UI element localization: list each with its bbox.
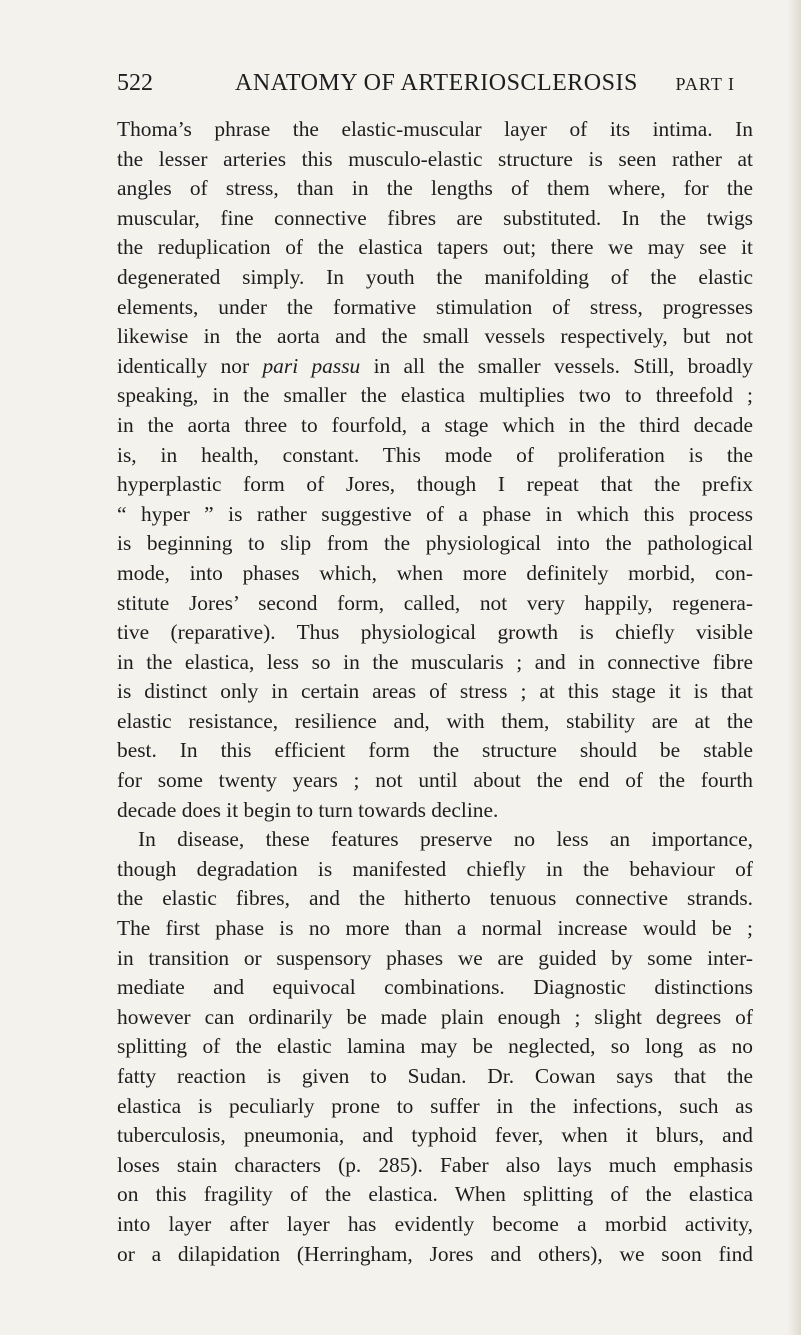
text-line: is distinct only in certain areas of stress ; at this stage it is that xyxy=(117,679,753,704)
text-line: in the elastica, less so in the muscularis ; and in connective fibre xyxy=(117,649,753,674)
text-line: the elastic fibres, and the hitherto tenuous connective strands. xyxy=(117,886,753,911)
text-line: The first phase is no more than a normal increase would be ; xyxy=(117,916,753,941)
text-line: elastica is peculiarly prone to suffer in the infections, such as xyxy=(117,1093,753,1118)
italic-phrase: pari passu xyxy=(262,353,361,378)
text-line: in the aorta three to fourfold, a stage which in the third decade xyxy=(117,412,753,437)
text-line: however can ordinarily be made plain enough ; slight degrees of xyxy=(117,1004,753,1029)
text-line: the lesser arteries this musculo-elastic structure is seen rather at xyxy=(117,146,753,171)
text-line: degenerated simply. In youth the manifolding of the elastic xyxy=(117,264,753,289)
text-line: In disease, these features preserve no less an importance, xyxy=(138,827,753,852)
text-line: angles of stress, than in the lengths of them where, for the xyxy=(117,176,753,201)
text-line: best. In this efficient form the structure should be stable xyxy=(117,738,753,763)
text-line: likewise in the aorta and the small vessels respectively, but not xyxy=(117,324,753,349)
text-line: splitting of the elastic lamina may be neglected, so long as no xyxy=(117,1034,753,1059)
text-line: the reduplication of the elastica tapers out; there we may see it xyxy=(117,235,753,260)
text-segment: in all the smaller vessels. Still, broadly xyxy=(373,353,753,378)
text-line: is, in health, constant. This mode of proliferation is the xyxy=(117,442,753,467)
text-line: is beginning to slip from the physiological into the pathological xyxy=(117,531,753,556)
text-line: or a dilapidation (Herringham, Jores and others), we soon find xyxy=(117,1241,753,1266)
text-line: Thoma’s phrase the elastic-muscular layer of its intima. In xyxy=(117,117,753,141)
text-line: for some twenty years ; not until about the end of the fourth xyxy=(117,768,753,793)
page-edge-shadow xyxy=(787,0,801,1335)
text-line: stitute Jores’ second form, called, not very happily, regenera- xyxy=(117,590,753,615)
text-line: hyperplastic form of Jores, though I repeat that the prefix xyxy=(117,472,753,497)
text-line: into layer after layer has evidently become a morbid activity, xyxy=(117,1211,753,1236)
text-line: elements, under the formative stimulation of stress, progresses xyxy=(117,294,753,319)
text-line: elastic resistance, resilience and, with them, stability are at the xyxy=(117,708,753,733)
text-line: muscular, fine connective fibres are substituted. In the twigs xyxy=(117,205,753,230)
text-line: tuberculosis, pneumonia, and typhoid fever, when it blurs, and xyxy=(117,1123,753,1148)
text-line: loses stain characters (p. 285). Faber also lays much emphasis xyxy=(117,1152,753,1177)
running-header xyxy=(117,70,735,104)
body-text xyxy=(117,115,753,1269)
text-line: though degradation is manifested chiefly in the behaviour of xyxy=(117,856,753,881)
text-line: tive (reparative). Thus physiological growth is chiefly visible xyxy=(117,620,753,645)
text-line: mediate and equivocal combinations. Diagnostic distinctions xyxy=(117,975,753,1000)
text-line xyxy=(117,352,753,382)
page-number: 522 xyxy=(117,70,153,96)
text-line: on this fragility of the elastica. When splitting of the elastica xyxy=(117,1182,753,1207)
running-title: ANATOMY OF ARTERIOSCLEROSIS xyxy=(235,70,638,96)
text-line: in transition or suspensory phases we are guided by some inter- xyxy=(117,945,753,970)
text-segment: identically nor xyxy=(117,353,250,378)
text-line: “ hyper ” is rather suggestive of a phase in which this process xyxy=(117,501,753,526)
part-label: PART I xyxy=(675,74,735,94)
text-line: decade does it begin to turn towards decline. xyxy=(117,797,499,822)
text-line: fatty reaction is given to Sudan. Dr. Cowan says that the xyxy=(117,1064,753,1088)
text-line: mode, into phases which, when more definitely morbid, con- xyxy=(117,560,753,585)
text-line: speaking, in the smaller the elastica multiplies two to threefold ; xyxy=(117,383,753,408)
